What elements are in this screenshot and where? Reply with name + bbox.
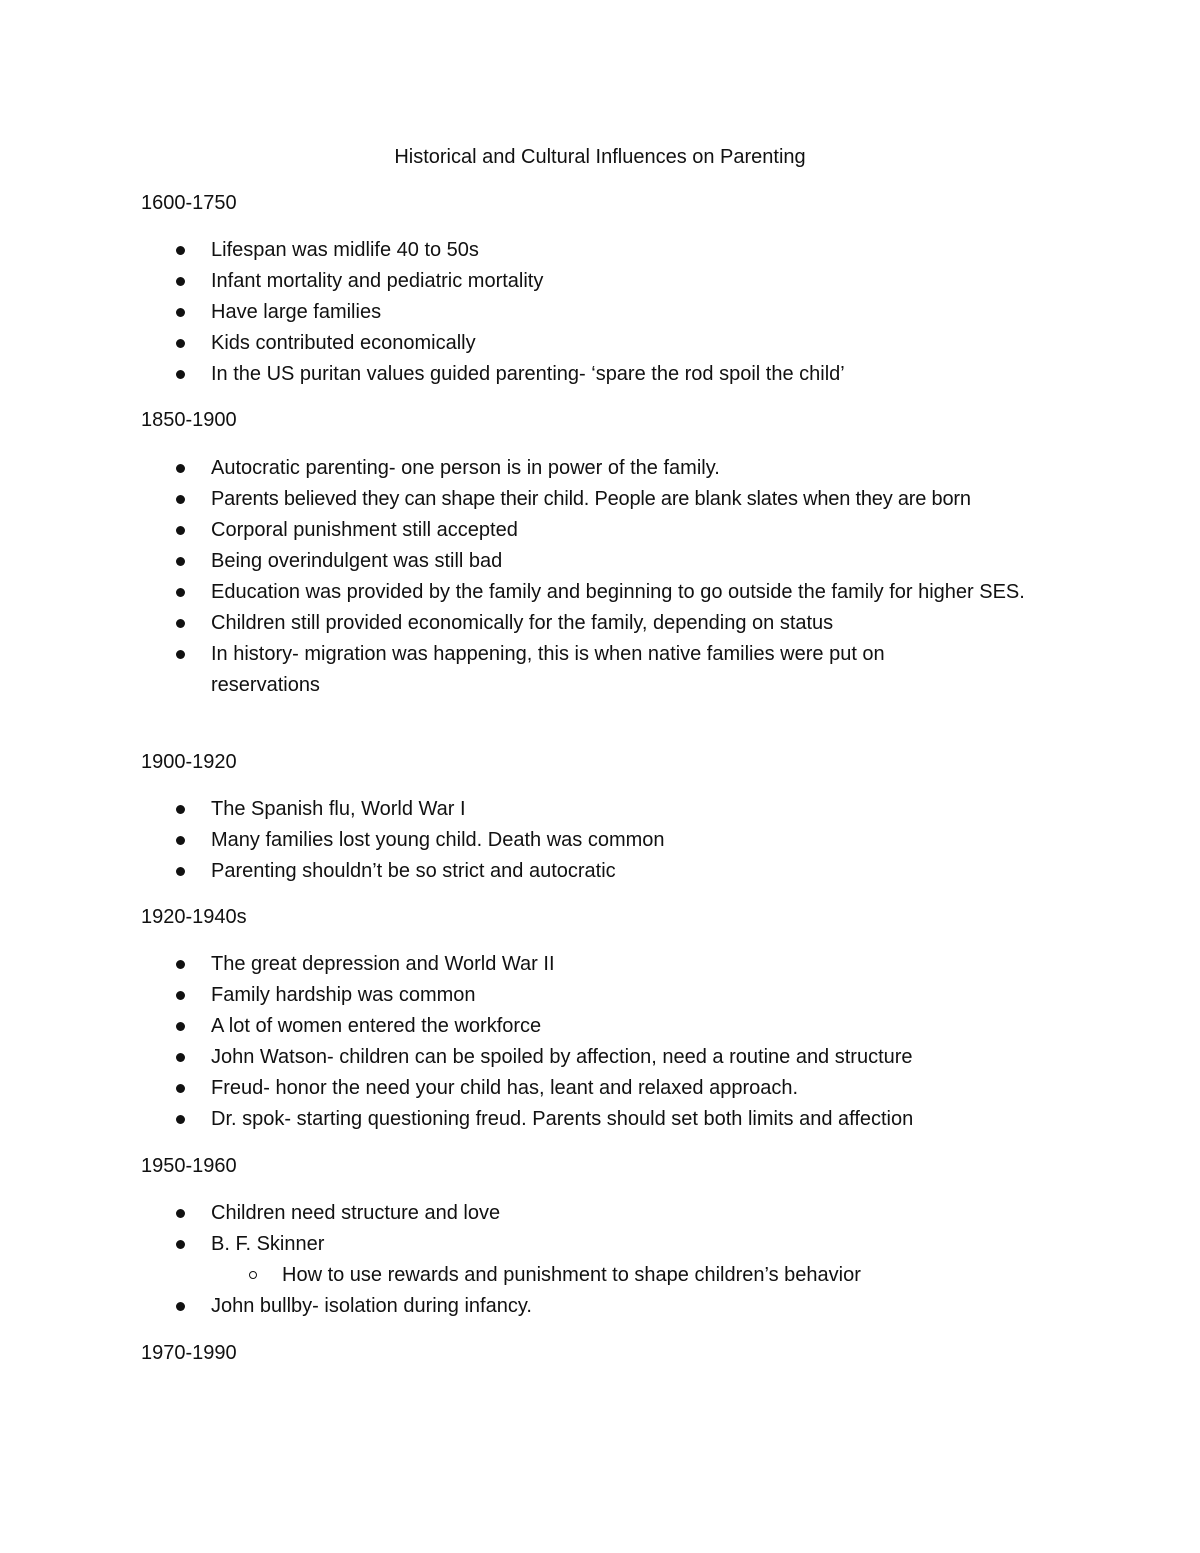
list-item: Have large families (0, 297, 1200, 328)
list-item: Being overindulgent was still bad (0, 546, 1200, 577)
bullet-list-1600-1750 (0, 235, 1200, 390)
bullet-icon (176, 867, 185, 876)
list-item: Corporal punishment still accepted (0, 515, 1200, 546)
section-heading-1850-1900: 1850-1900 (141, 409, 237, 431)
section-heading-1970-1990: 1970-1990 (141, 1342, 237, 1364)
bullet-icon (176, 1084, 185, 1093)
list-item: Children still provided economically for the family, depending on status (0, 608, 1200, 639)
list-item: Children need structure and love (0, 1198, 1200, 1229)
list-item: Freud- honor the need your child has, leant and relaxed approach. (0, 1073, 1200, 1104)
list-item: Education was provided by the family and beginning to go outside the family for higher SES. (0, 577, 1200, 608)
bullet-icon (176, 370, 185, 379)
bullet-icon (176, 991, 185, 1000)
bullet-icon (176, 495, 185, 504)
list-item: In the US puritan values guided parenting- ‘spare the rod spoil the child’ (0, 359, 1200, 390)
bullet-icon (176, 805, 185, 814)
bullet-list-1850-1900 (0, 453, 1200, 701)
list-item: Kids contributed economically (0, 328, 1200, 359)
list-item: Lifespan was midlife 40 to 50s (0, 235, 1200, 266)
list-item: In history- migration was happening, this is when native families were put on reservations (0, 639, 1200, 701)
section-heading-1920-1940s: 1920-1940s (141, 906, 247, 928)
bullet-icon (176, 1053, 185, 1062)
bullet-icon (176, 1302, 185, 1311)
bullet-icon (176, 339, 185, 348)
bullet-list-1900-1920 (0, 794, 1200, 887)
bullet-icon (176, 1209, 185, 1218)
bullet-list-1950-1960 (0, 1198, 1200, 1322)
list-item: A lot of women entered the workforce (0, 1011, 1200, 1042)
bullet-icon (176, 308, 185, 317)
bullet-icon (176, 960, 185, 969)
list-item: Many families lost young child. Death was common (0, 825, 1200, 856)
hollow-bullet-icon (249, 1271, 257, 1279)
list-item: Parents believed they can shape their child. People are blank slates when they are born (0, 484, 1200, 515)
bullet-icon (176, 588, 185, 597)
bullet-icon (176, 1240, 185, 1249)
bullet-list-1920-1940s (0, 949, 1200, 1135)
list-item: B. F. Skinner (0, 1229, 1200, 1260)
section-heading-1600-1750: 1600-1750 (141, 192, 237, 214)
bullet-icon (176, 526, 185, 535)
list-item: Dr. spok- starting questioning freud. Parents should set both limits and affection (0, 1104, 1200, 1135)
list-item: The Spanish flu, World War I (0, 794, 1200, 825)
list-item: John Watson- children can be spoiled by affection, need a routine and structure (0, 1042, 1200, 1073)
bullet-icon (176, 836, 185, 845)
list-item: John bullby- isolation during infancy. (0, 1291, 1200, 1322)
section-heading-1900-1920: 1900-1920 (141, 751, 237, 773)
document-title: Historical and Cultural Influences on Parenting (394, 146, 806, 168)
sub-list-item: How to use rewards and punishment to shape children’s behavior (0, 1260, 1200, 1291)
list-item: Family hardship was common (0, 980, 1200, 1011)
bullet-icon (176, 464, 185, 473)
bullet-icon (176, 557, 185, 566)
bullet-icon (176, 619, 185, 628)
bullet-icon (176, 277, 185, 286)
bullet-icon (176, 1115, 185, 1124)
list-item: Infant mortality and pediatric mortality (0, 266, 1200, 297)
list-item: Autocratic parenting- one person is in power of the family. (0, 453, 1200, 484)
list-item: Parenting shouldn’t be so strict and autocratic (0, 856, 1200, 887)
section-heading-1950-1960: 1950-1960 (141, 1155, 237, 1177)
bullet-icon (176, 650, 185, 659)
bullet-icon (176, 246, 185, 255)
bullet-icon (176, 1022, 185, 1031)
list-item: The great depression and World War II (0, 949, 1200, 980)
